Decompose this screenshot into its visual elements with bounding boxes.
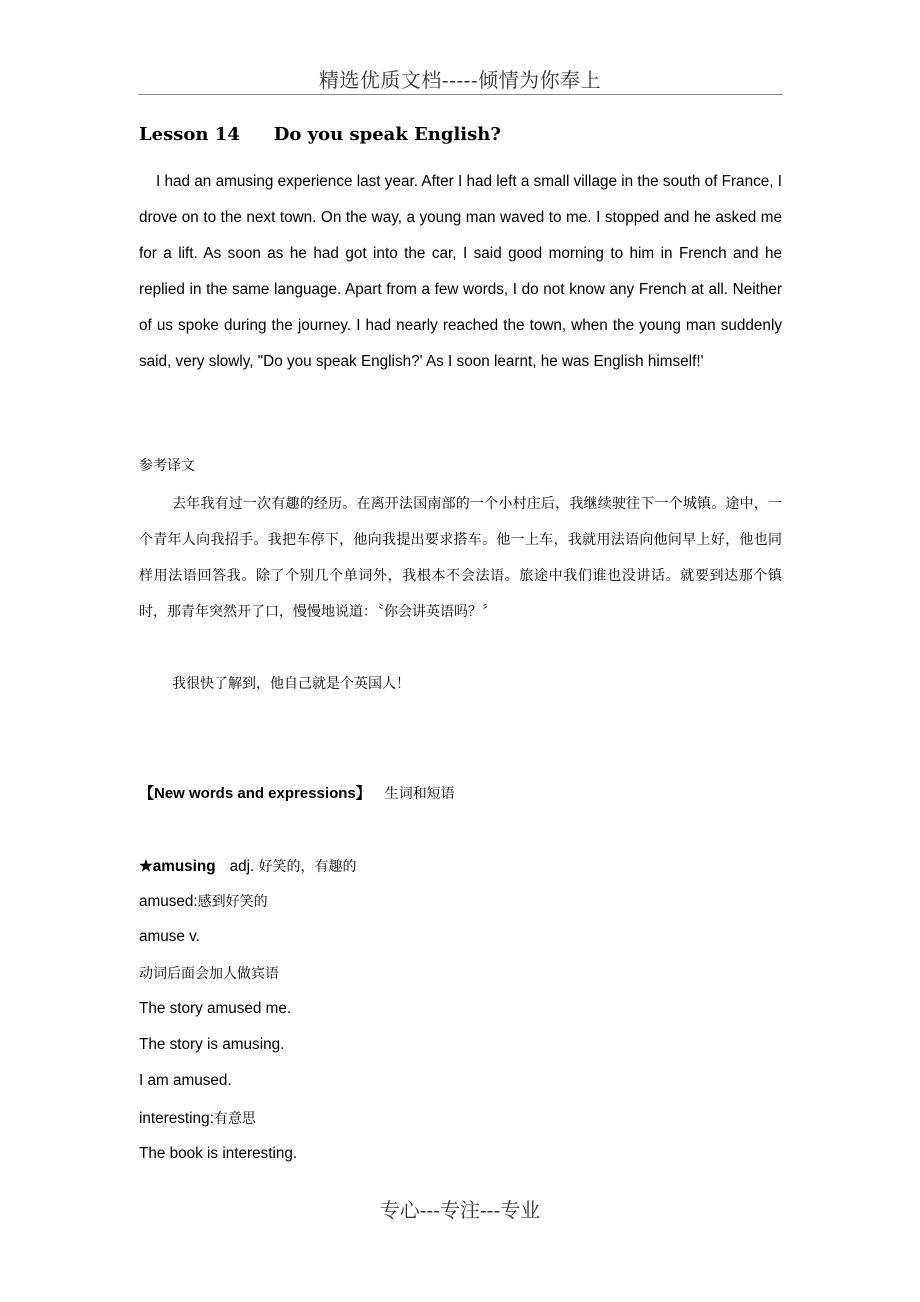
vocab-entry-meaning: 好笑的，有趣的 (258, 859, 357, 875)
list-item (139, 1036, 284, 1054)
list-item (139, 1072, 232, 1090)
vocab-entry (139, 856, 357, 876)
lesson-number: Lesson 14 (139, 124, 240, 145)
translation-paragraph-2: 我很快了解到，他自己就是个英国人！ (172, 676, 410, 692)
list-item-zh: 感到好笑的 (197, 894, 268, 910)
list-item (139, 1145, 297, 1163)
list-item (139, 891, 268, 911)
list-item-en: interesting: (139, 1110, 214, 1127)
translation-paragraph-1: 去年我有过一次有趣的经历。在离开法国南部的一个小村庄后，我继续驶往下一个城镇。途中，一个青年人向我招手。我把车停下，他向我提出要求搭车。他一上车，我就用法语向他问早上好，他也同样用法语回答我。除了个别几个单词外，我根本不会法语。旅途中我们谁也没讲话。就要到达那个镇时，那青年突然开了口，慢慢地说道：〝你会讲英语吗？〞 (139, 496, 782, 620)
lesson-text: I had an amusing experience last year. After I had left a small village in the south of France, I drove on to the next town. On the way, a young man waved to me. I stopped and he asked me for a lift. As soon as he had got into the car, I said good morning to him in French and he replied in the same language. Apart from a few words, I do not know any French at all. Neither of us spoke during the journey. I had nearly reached the town, when the young man suddenly said, very slowly, "Do you speak English?' As I soon learnt, he was English himself!' (139, 173, 782, 370)
list-item-en: amused: (139, 893, 198, 910)
page-footer: 专心---专注---专业 (379, 1198, 541, 1222)
vocab-heading-en: 【New words and expressions】 (139, 785, 371, 802)
translation-label: 参考译文 (139, 458, 195, 474)
list-item (139, 1000, 291, 1018)
vocab-entry-pos: adj. (229, 858, 255, 875)
page-header: 精选优质文档-----倾情为你奉上 (318, 68, 602, 92)
list-item-en: amuse v. (139, 928, 200, 945)
list-item (139, 963, 279, 983)
list-item-en: The story is amusing. (139, 1036, 285, 1053)
list-item-zh: 动词后面会加人做宾语 (139, 966, 279, 982)
list-item (139, 928, 200, 946)
header-divider (138, 94, 783, 95)
list-item-en: The story amused me. (139, 1000, 292, 1017)
list-item (139, 1108, 256, 1128)
vocab-section-heading (139, 782, 455, 803)
list-item-zh: 有意思 (213, 1111, 256, 1127)
lesson-title-text: Do you speak English? (273, 124, 501, 145)
list-item-en: I am amused. (139, 1072, 232, 1089)
vocab-heading-zh: 生词和短语 (384, 786, 455, 802)
lesson-title (139, 124, 501, 145)
list-item-en: The book is interesting. (139, 1145, 298, 1162)
vocab-entry-word: ★amusing (139, 858, 216, 875)
